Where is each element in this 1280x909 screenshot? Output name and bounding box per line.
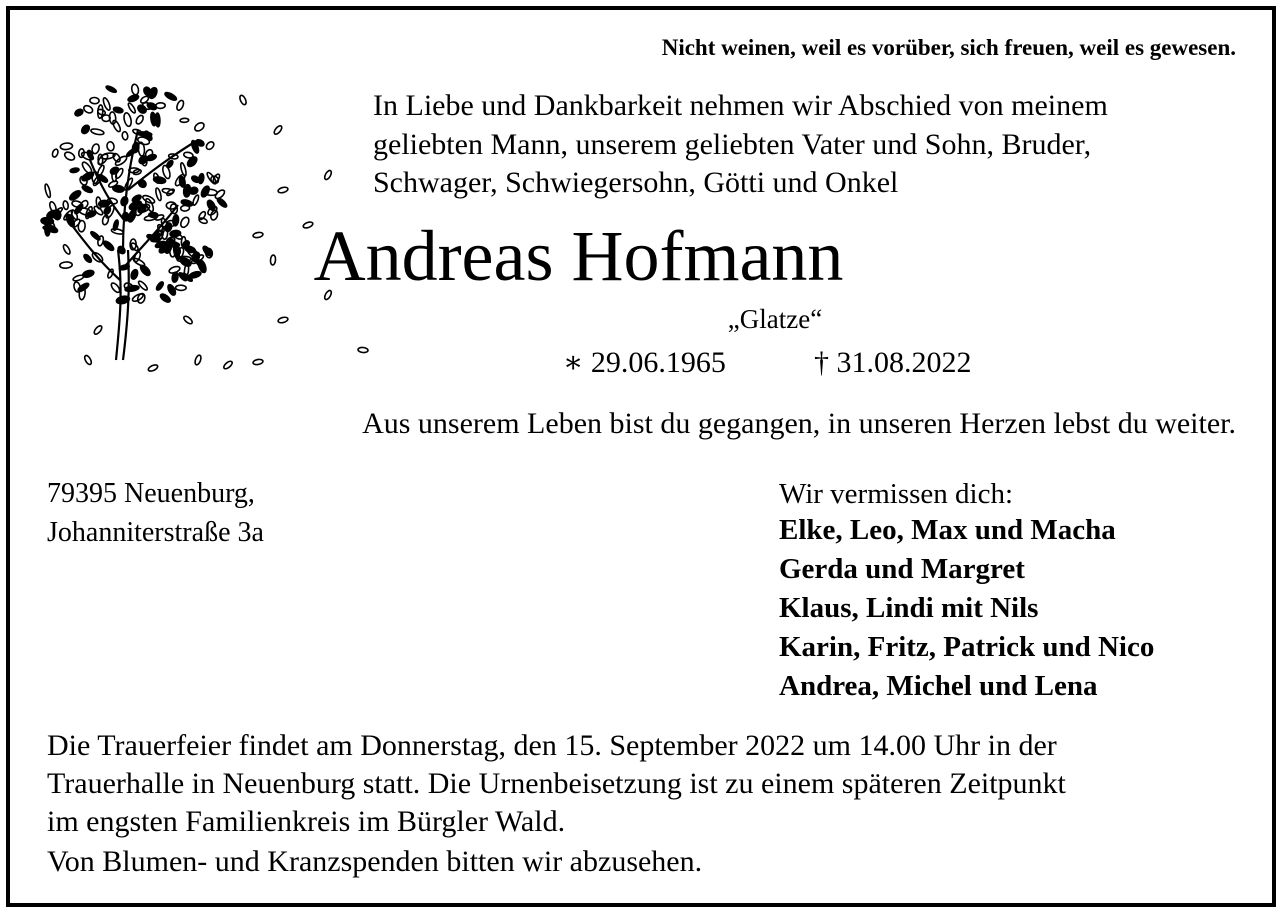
- verse-line: Aus unserem Leben bist du gegangen, in unseren Herzen lebst du weiter.: [362, 407, 1236, 440]
- address-line-1: 79395 Neuenburg,: [47, 478, 255, 509]
- intro-line-1: In Liebe und Dankbarkeit nehmen wir Abschied von meinem: [373, 89, 1108, 122]
- nickname: „Glatze“: [727, 304, 823, 334]
- intro-line-3: Schwager, Schwiegersohn, Götti und Onkel: [373, 166, 899, 199]
- deceased-name: Andreas Hofmann: [313, 216, 844, 296]
- family-member: Andrea, Michel und Lena: [779, 670, 1098, 702]
- motto-line: Nicht weinen, weil es vorüber, sich freuen, weil es gewesen.: [661, 35, 1236, 60]
- service-info-line-1: Die Trauerfeier findet am Donnerstag, den 15. September 2022 um 14.00 Uhr in der: [47, 729, 1057, 762]
- birth-date: ∗ 29.06.1965: [563, 346, 726, 379]
- service-info-line-4: Von Blumen- und Kranzspenden bitten wir abzusehen.: [47, 845, 703, 878]
- service-info-line-2: Trauerhalle in Neuenburg statt. Die Urnenbeisetzung ist zu einem späteren Zeitpunkt: [47, 767, 1066, 800]
- family-intro: Wir vermissen dich:: [779, 478, 1013, 510]
- service-info-line-3: im engsten Familienkreis im Bürgler Wald.: [47, 805, 566, 838]
- family-member: Klaus, Lindi mit Nils: [779, 592, 1039, 624]
- family-member: Karin, Fritz, Patrick und Nico: [779, 631, 1155, 663]
- address-line-2: Johanniterstraße 3a: [47, 517, 264, 548]
- death-date: † 31.08.2022: [814, 346, 972, 379]
- family-member: Gerda und Margret: [779, 553, 1025, 585]
- family-member: Elke, Leo, Max und Macha: [779, 514, 1116, 546]
- intro-line-2: geliebten Mann, unserem geliebten Vater und Sohn, Bruder,: [373, 128, 1092, 161]
